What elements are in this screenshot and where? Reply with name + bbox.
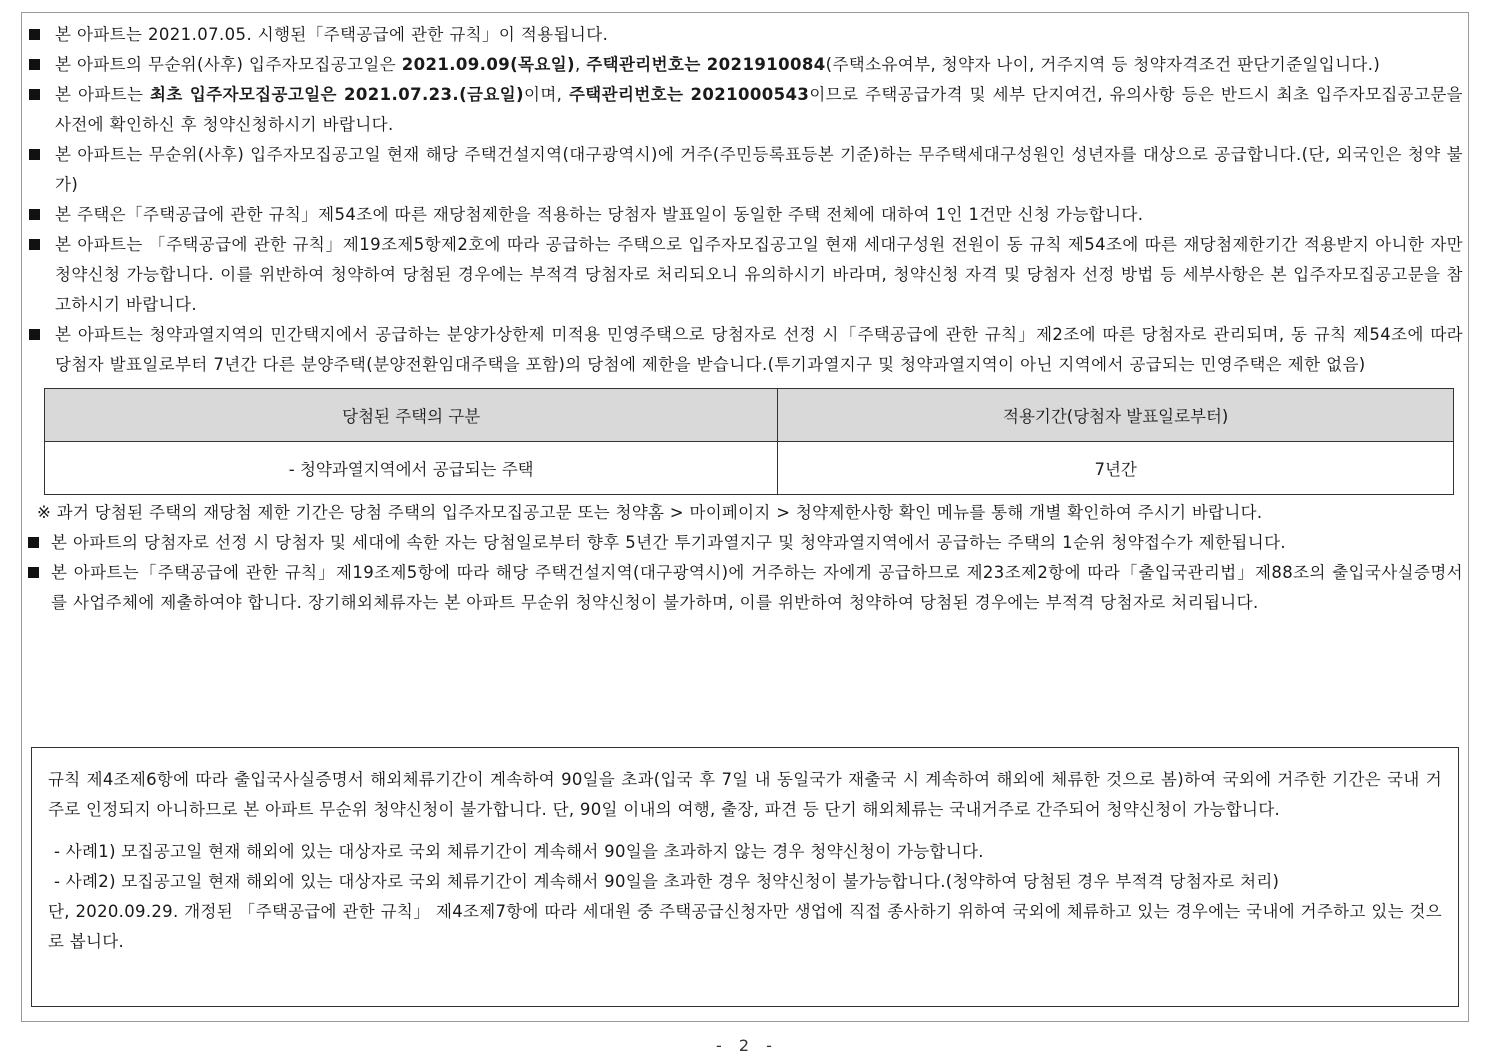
- bullet-item: 본 아파트는 「주택공급에 관한 규칙」제19조제5항제2호에 따라 공급하는 주택으로 입주자모집공고일 현재 세대구성원 전원이 동 규칙 제54조에 따른 재당첨제한기간 적용받지 아니한 자만 청약신청 가능합니다. 이를 위반하여 청약하여 당첨된 경우에는 부적격 당첨자로 처리되오니 유의하시기 바라며, 청약신청 자격 및 당첨자 선정 방법 등 세부사항은 본 입주자모집공고문을 참고하시기 바랍니다.: [27, 230, 1463, 320]
- box-intro: 규칙 제4조제6항에 따라 출입국사실증명서 해외체류기간이 계속하여 90일을 초과(입국 후 7일 내 동일국가 재출국 시 계속하여 해외에 체류한 것으로 봄)하여 국외에 거주한 기간은 국내 거주로 인정되지 아니하므로 본 아파트 무순위 청약신청이 불가합니다. 단, 90일 이내의 여행, 출장, 파견 등 단기 해외체류는 국내거주로 간주되어 청약신청이 가능합니다.: [48, 770, 1442, 819]
- table-cell: - 청약과열지역에서 공급되는 주택: [45, 442, 778, 495]
- bullet-item: 본 아파트는 청약과열지역의 민간택지에서 공급하는 분양가상한제 미적용 민영주택으로 당첨자로 선정 시「주택공급에 관한 규칙」제2조에 따른 당첨자로 관리되며, 동 규칙 제54조에 따라 당첨자 발표일로부터 7년간 다른 분양주택(분양전환임대주택을 포함)의 당첨에 제한을 받습니다.(투기과열지구 및 청약과열지역이 아닌 지역에서 공급되는 민영주택은 제한 없음): [27, 320, 1463, 380]
- bullet-item: 본 아파트의 당첨자로 선정 시 당첨자 및 세대에 속한 자는 당첨일로부터 향후 5년간 투기과열지구 및 청약과열지역에서 공급하는 주택의 1순위 청약접수가 제한됩니다.: [27, 528, 1463, 558]
- restriction-period-table: [44, 388, 1454, 495]
- overseas-stay-notice-box: [31, 747, 1459, 1007]
- table-cell: 7년간: [778, 442, 1454, 495]
- case-example-2: - 사례2) 모집공고일 현재 해외에 있는 대상자로 국외 체류기간이 계속해서 90일을 초과한 경우 청약신청이 불가능합니다.(청약하여 당첨된 경우 부적격 당첨자로 처리): [54, 872, 1280, 891]
- square-bullet-icon: [29, 29, 40, 40]
- page-number: - 2 -: [716, 1036, 778, 1055]
- bullet-item: 본 아파트는 2021.07.05. 시행된「주택공급에 관한 규칙」이 적용됩니다.: [27, 20, 1463, 50]
- square-bullet-icon: [29, 89, 40, 100]
- bullet-item: 본 주택은「주택공급에 관한 규칙」제54조에 따른 재당첨제한을 적용하는 당첨자 발표일이 동일한 주택 전체에 대하여 1인 1건만 신청 가능합니다.: [27, 200, 1463, 230]
- bullet-item: 본 아파트의 무순위(사후) 입주자모집공고일은 2021.09.09(목요일), 주택관리번호는 2021910084(주택소유여부, 청약자 나이, 거주지역 등 청약자격조건 판단기준일입니다.): [27, 50, 1463, 80]
- notice-content: [27, 20, 1463, 618]
- reference-note: ※ 과거 당첨된 주택의 재당첨 제한 기간은 당첨 주택의 입주자모집공고문 또는 청약홈 > 마이페이지 > 청약제한사항 확인 메뉴를 통해 개별 확인하여 주시기 바랍니다.: [37, 503, 1263, 522]
- bullet-item: 본 아파트는 무순위(사후) 입주자모집공고일 현재 해당 주택건설지역(대구광역시)에 거주(주민등록표등본 기준)하는 무주택세대구성원인 성년자를 대상으로 공급합니다.(단, 외국인은 청약 불가): [27, 140, 1463, 200]
- square-bullet-icon: [29, 239, 40, 250]
- box-closing: 단, 2020.09.29. 개정된 「주택공급에 관한 규칙」 제4조제7항에 따라 세대원 중 주택공급신청자만 생업에 직접 종사하기 위하여 국외에 체류하고 있는 경우에는 국내에 거주하고 있는 것으로 봅니다.: [48, 902, 1442, 951]
- square-bullet-icon: [29, 149, 40, 160]
- table-header-cell: 당첨된 주택의 구분: [45, 389, 778, 442]
- table-row: [45, 442, 1454, 495]
- table-header-cell: 적용기간(당첨자 발표일로부터): [778, 389, 1454, 442]
- bullet-item: 본 아파트는 최초 입주자모집공고일은 2021.07.23.(금요일)이며, 주택관리번호는 2021000543이므로 주택공급가격 및 세부 단지여건, 유의사항 등은 반드시 최초 입주자모집공고문을 사전에 확인하신 후 청약신청하시기 바랍니다.: [27, 80, 1463, 140]
- square-bullet-icon: [29, 209, 40, 220]
- square-bullet-icon: [29, 59, 40, 70]
- square-bullet-icon: [28, 537, 39, 548]
- case-example-1: - 사례1) 모집공고일 현재 해외에 있는 대상자로 국외 체류기간이 계속해서 90일을 초과하지 않는 경우 청약신청이 가능합니다.: [54, 842, 984, 861]
- bullet-item: 본 아파트는「주택공급에 관한 규칙」제19조제5항에 따라 해당 주택건설지역(대구광역시)에 거주하는 자에게 공급하므로 제23조제2항에 따라「출입국관리법」제88조의 출입국사실증명서를 사업주체에 제출하여야 합니다. 장기해외체류자는 본 아파트 무순위 청약신청이 불가하며, 이를 위반하여 청약하여 당첨된 경우에는 부적격 당첨자로 처리됩니다.: [27, 558, 1463, 618]
- square-bullet-icon: [29, 329, 40, 340]
- square-bullet-icon: [28, 567, 39, 578]
- table-header-row: [45, 389, 1454, 442]
